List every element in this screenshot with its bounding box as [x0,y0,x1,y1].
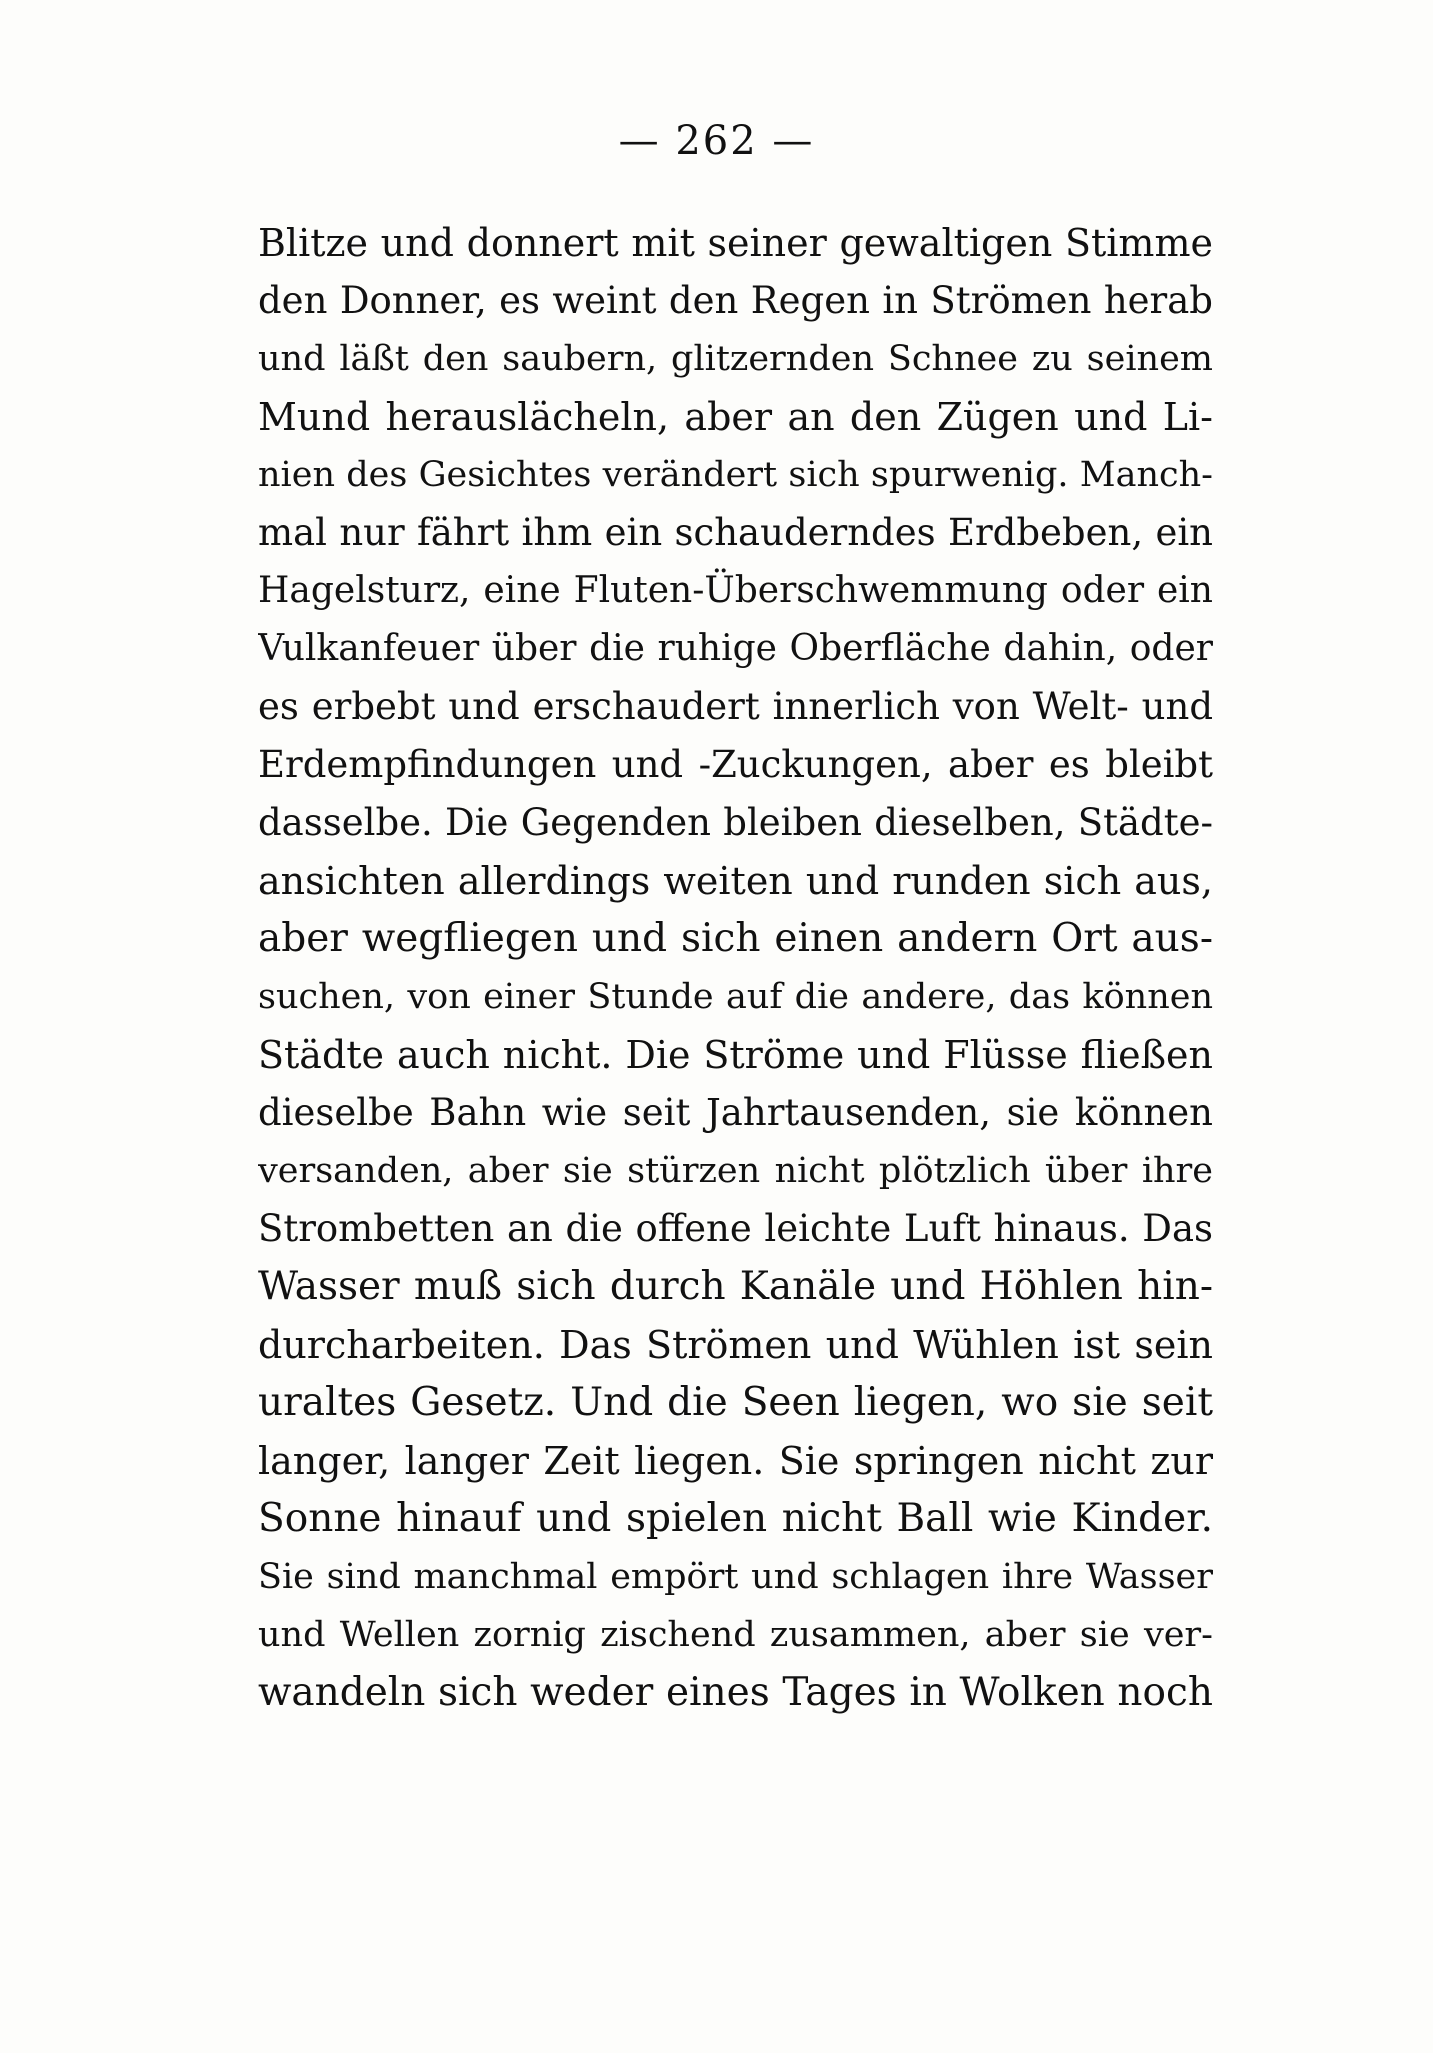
text-line: dasselbe. Die Gegenden bleiben dieselben, Städte- [258,801,1213,844]
text-line: Vulkanfeuer über die ruhige Oberfläche dahin, oder [258,628,1213,669]
text-line: langer, langer Zeit liegen. Sie springen nicht zur [258,1439,1213,1483]
text-line: suchen, von einer Stunde auf die andere, das können [258,977,1213,1017]
text-line: dieselbe Bahn wie seit Jahrtausenden, sie können [258,1091,1213,1134]
text-line: durcharbeiten. Das Strömen und Wühlen ist sein [258,1323,1213,1367]
text-line: Mund herauslächeln, aber an den Zügen und Li- [258,395,1213,439]
text-line: wandeln sich weder eines Tages in Wolken noch [258,1670,1213,1715]
text-line: aber wegfliegen und sich einen andern Ort aus- [258,916,1213,961]
text-line: und läßt den saubern, glitzernden Schnee zu seinem [258,339,1213,379]
text-line: ansichten allerdings weiten und runden sich aus, [258,859,1213,903]
text-line: und Wellen zornig zischend zusammen, aber sie ver- [258,1615,1213,1655]
text-line: den Donner, es weint den Regen in Strömen herab [258,279,1213,322]
text-line: Sonne hinauf und spielen nicht Ball wie Kinder. [258,1496,1213,1541]
text-line: Hagelsturz, eine Fluten-Überschwemmung oder ein [258,570,1213,611]
text-line: Sie sind manchmal empört und schlagen ihre Wasser [258,1557,1213,1597]
text-line: Strombetten an die offene leichte Luft hinaus. Das [258,1207,1213,1250]
text-line: Blitze und donnert mit seiner gewaltigen Stimme [258,221,1213,265]
text-line: nien des Gesichtes verändert sich spurwenig. Manch- [258,455,1213,495]
text-line: Wasser muß sich durch Kanäle und Höhlen hin- [258,1264,1213,1309]
text-line: uraltes Gesetz. Und die Seen liegen, wo sie seit [258,1380,1213,1425]
text-line: versanden, aber sie stürzen nicht plötzlich über ihre [258,1151,1213,1191]
text-line: es erbebt und erschaudert innerlich von Welt- und [258,685,1213,728]
text-line: Erdempfindungen und -Zuckungen, aber es bleibt [258,743,1213,786]
body-text [258,214,1213,1722]
text-line: mal nur fährt ihm ein schauderndes Erdbeben, ein [258,511,1213,554]
text-line: Städte auch nicht. Die Ströme und Flüsse fließen [258,1033,1213,1077]
page-number: — 262 — [618,118,815,164]
